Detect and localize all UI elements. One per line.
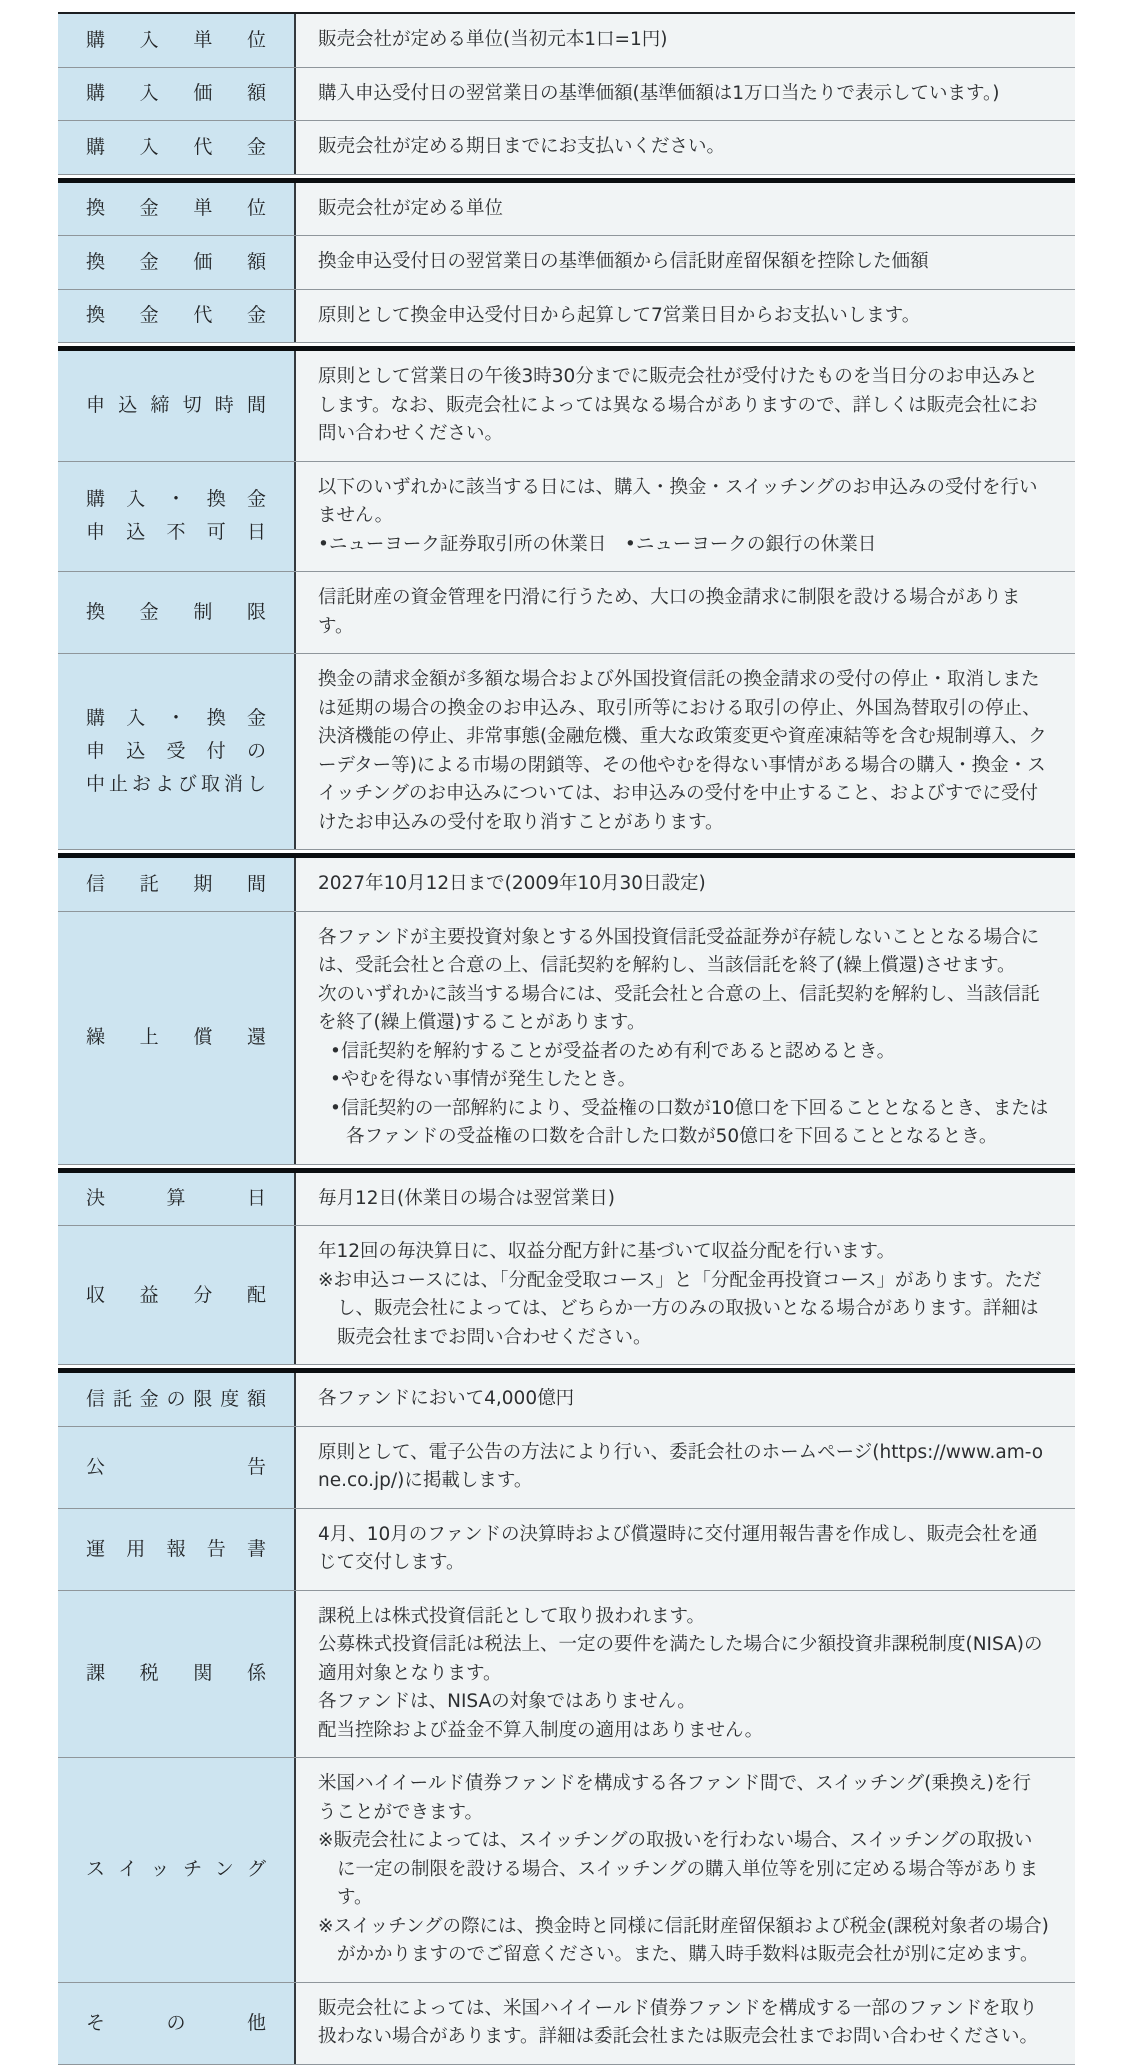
row-label-line: 信託期間	[86, 872, 266, 895]
table-row	[58, 912, 1075, 1165]
table-section	[58, 183, 1075, 344]
row-label-cell	[58, 858, 296, 911]
row-label-cell	[58, 236, 296, 289]
table-row	[58, 654, 1075, 850]
content-paragraph: ※お申込コースには、「分配金受取コース」と「分配金再投資コース」があります。ただし、販売会社によっては、どちらか一方のみの取扱いとなる場合があります。詳細は販売会社までお問い合わせください。	[318, 1269, 1042, 1348]
content-paragraph: 販売会社によっては、米国ハイイールド債券ファンドを構成する一部のファンドを取り扱わない場合があります。詳細は委託会社または販売会社までお問い合わせください。	[318, 1997, 1039, 2047]
row-label-cell	[58, 121, 296, 174]
content-paragraph: •やむを得ない事情が発生したとき。	[330, 1069, 637, 1090]
row-label-line: 運用報告書	[86, 1537, 266, 1560]
row-label-line: 申込受付の	[86, 740, 266, 762]
content-paragraph: 4月、10月のファンドの決算時および償還時に交付運用報告書を作成し、販売会社を通じて交付します。	[318, 1523, 1038, 1573]
row-content-cell	[296, 1509, 1075, 1590]
row-label-line: 換金制限	[86, 601, 266, 623]
table-row	[58, 68, 1075, 122]
row-label-cell	[58, 1758, 296, 1982]
content-paragraph: 購入申込受付日の翌営業日の基準価額(基準価額は1万口当たりで表示しています。)	[318, 82, 1000, 104]
row-label-line: 決算日	[86, 1187, 266, 1210]
table-row	[58, 351, 1075, 462]
content-paragraph: •信託契約の一部解約により、受益権の口数が10億口を下回ることとなるとき、または各ファンドの受益権の口数を合計した口数が50億口を下回ることとなるとき。	[330, 1097, 1049, 1147]
content-paragraph: 米国ハイイールド債券ファンドを構成する各ファンド間で、スイッチング(乗換え)を行うことができます。	[318, 1773, 1031, 1823]
row-label-cell	[58, 14, 296, 67]
content-paragraph: 2027年10月12日まで(2009年10月30日設定)	[318, 873, 706, 894]
row-label-line: 繰上償還	[86, 1026, 266, 1048]
table-row	[58, 462, 1075, 573]
table-row	[58, 1226, 1075, 1365]
row-content-cell	[296, 14, 1075, 67]
row-label-line: 信託金の限度額	[86, 1387, 266, 1410]
row-content-cell	[296, 572, 1075, 653]
row-label-cell	[58, 351, 296, 461]
content-paragraph: 配当控除および益金不算入制度の適用はありません。	[318, 1719, 764, 1741]
row-content-cell	[296, 1983, 1075, 2064]
row-content-cell	[296, 912, 1075, 1164]
content-paragraph: 換金申込受付日の翌営業日の基準価額から信託財産留保額を控除した価額	[318, 251, 929, 272]
row-label-line: 申込締切時間	[86, 394, 266, 417]
table-row	[58, 14, 1075, 68]
row-content-cell	[296, 1226, 1075, 1364]
row-content-cell	[296, 1427, 1075, 1508]
row-content-cell	[296, 1373, 1075, 1426]
table-row	[58, 858, 1075, 912]
row-content-cell	[296, 68, 1075, 121]
row-label-cell	[58, 1427, 296, 1508]
content-paragraph: •信託契約を解約することが受益者のため有利であると認めるとき。	[330, 1040, 896, 1062]
row-content-cell	[296, 236, 1075, 289]
row-label-line: 課税関係	[86, 1662, 266, 1685]
content-paragraph: 原則として、電子公告の方法により行い、委託会社のホームページ(https://www.am-one.co.jp/)に掲載します。	[318, 1441, 1044, 1491]
row-label-line: 購入単位	[86, 28, 266, 51]
row-label-line: 公告	[86, 1455, 266, 1478]
content-paragraph: 年12回の毎決算日に、収益分配方針に基づいて収益分配を行います。	[318, 1241, 896, 1262]
row-label-line: 換金価額	[86, 250, 266, 273]
row-content-cell	[296, 121, 1075, 174]
row-label-cell	[58, 290, 296, 343]
content-paragraph: ※販売会社によっては、スイッチングの取扱いを行わない場合、スイッチングの取扱いに一定の制限を設ける場合、スイッチングの購入単位等を別に定める場合等があります。	[318, 1830, 1038, 1908]
row-label-cell	[58, 1509, 296, 1590]
table-row	[58, 572, 1075, 654]
fund-terms-table	[58, 12, 1075, 2065]
row-label-cell	[58, 183, 296, 236]
row-label-line: スイッチング	[86, 1858, 266, 1881]
row-label-line: 換金単位	[86, 197, 266, 220]
table-row	[58, 1373, 1075, 1427]
row-content-cell	[296, 1173, 1075, 1226]
content-paragraph: •ニューヨーク証券取引所の休業日 •ニューヨークの銀行の休業日	[318, 533, 877, 555]
table-row	[58, 1983, 1075, 2065]
row-label-cell	[58, 462, 296, 572]
content-paragraph: 公募株式投資信託は税法上、一定の要件を満たした場合に少額投資非課税制度(NISA)の適用対象となります。	[318, 1634, 1043, 1684]
table-row	[58, 121, 1075, 175]
table-row	[58, 236, 1075, 290]
table-row	[58, 1591, 1075, 1759]
row-content-cell	[296, 1591, 1075, 1758]
row-label-line: その他	[86, 2011, 266, 2034]
row-content-cell	[296, 858, 1075, 911]
row-content-cell	[296, 183, 1075, 236]
row-label-line: 換金代金	[86, 304, 266, 327]
row-label-cell	[58, 68, 296, 121]
table-row	[58, 1509, 1075, 1591]
content-paragraph: ※スイッチングの際には、換金時と同様に信託財産留保額および税金(課税対象者の場合)がかかりますのでご留意ください。また、購入時手数料は販売会社が別に定めます。	[318, 1915, 1049, 1965]
content-paragraph: 原則として換金申込受付日から起算して7営業日目からお支払いします。	[318, 304, 921, 326]
row-content-cell	[296, 290, 1075, 343]
table-row	[58, 1758, 1075, 1983]
table-section	[58, 351, 1075, 850]
table-row	[58, 1427, 1075, 1509]
content-paragraph: 原則として営業日の午後3時30分までに販売会社が受付けたものを当日分のお申込みとします。なお、販売会社によっては異なる場合がありますので、詳しくは販売会社にお問い合わせください。	[318, 366, 1038, 444]
row-label-line: 購入代金	[86, 135, 266, 158]
row-content-cell	[296, 462, 1075, 572]
table-row	[58, 290, 1075, 344]
content-paragraph: 各ファンドにおいて4,000億円	[318, 1388, 575, 1409]
row-label-line: 申込不可日	[86, 521, 266, 544]
table-section	[58, 1373, 1075, 2065]
row-label-cell	[58, 1226, 296, 1364]
content-paragraph: 次のいずれかに該当する場合には、受託会社と合意の上、信託契約を解約し、当該信託を終了(繰上償還)することがあります。	[318, 983, 1040, 1033]
table-section	[58, 858, 1075, 1165]
row-label-line: 購入・換金	[86, 488, 266, 511]
row-content-cell	[296, 654, 1075, 849]
row-label-cell	[58, 654, 296, 849]
table-section	[58, 1173, 1075, 1366]
content-paragraph: 販売会社が定める単位	[318, 197, 504, 219]
row-label-cell	[58, 1173, 296, 1226]
table-section	[58, 14, 1075, 175]
content-paragraph: 販売会社が定める期日までにお支払いください。	[318, 136, 726, 157]
row-label-cell	[58, 1983, 296, 2064]
row-label-line: 中止および取消し	[86, 773, 266, 795]
content-paragraph: 販売会社が定める単位(当初元本1口=1円)	[318, 29, 668, 50]
content-paragraph: 毎月12日(休業日の場合は翌営業日)	[318, 1187, 615, 1209]
row-label-cell	[58, 1373, 296, 1426]
content-paragraph: 課税上は株式投資信託として取り扱われます。	[318, 1605, 706, 1627]
row-label-line: 収益分配	[86, 1283, 266, 1306]
content-paragraph: 信託財産の資金管理を円滑に行うため、大口の換金請求に制限を設ける場合があります。	[318, 587, 1021, 637]
table-row	[58, 183, 1075, 237]
content-paragraph: 換金の請求金額が多額な場合および外国投資信託の換金請求の受付の停止・取消しまたは延期の場合の換金のお申込み、取引所等における取引の停止、外国為替取引の停止、決済機能の停止、非常事態(金融危機、重大な政策変更や資産凍結等を含む規制導入、クーデター等)による市場の閉鎖等、その他やむを得ない事情がある場合の購入・換金・スイッチングのお申込みについては、お申込みの受付を中止すること、およびすでに受付けたお申込みの受付を取り消すことがあります。	[318, 669, 1047, 833]
content-paragraph: 以下のいずれかに該当する日には、購入・換金・スイッチングのお申込みの受付を行いません。	[318, 476, 1038, 526]
row-content-cell	[296, 351, 1075, 461]
table-row	[58, 1173, 1075, 1227]
row-label-cell	[58, 572, 296, 653]
row-label-line: 購入・換金	[86, 707, 266, 729]
row-content-cell	[296, 1758, 1075, 1982]
row-label-line: 購入価額	[86, 82, 266, 105]
row-label-cell	[58, 1591, 296, 1758]
row-label-cell	[58, 912, 296, 1164]
content-paragraph: 各ファンドが主要投資対象とする外国投資信託受益証券が存続しないこととなる場合には、受託会社と合意の上、信託契約を解約し、当該信託を終了(繰上償還)させます。	[318, 926, 1040, 976]
content-paragraph: 各ファンドは、NISAの対象ではありません。	[318, 1691, 696, 1712]
